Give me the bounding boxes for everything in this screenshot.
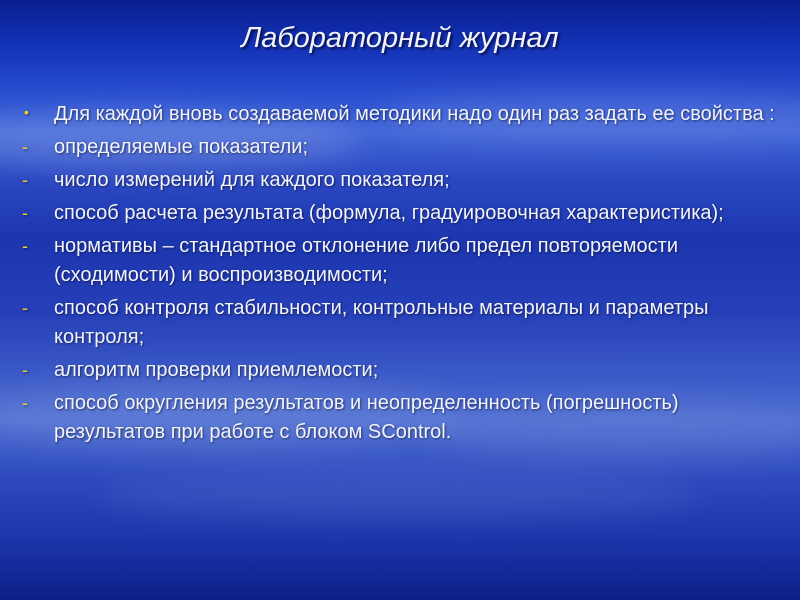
cloud-streak [100,470,700,520]
slide-title: Лабораторный журнал [241,22,559,54]
list-item [22,356,782,385]
list-item-text: способ расчета результата (формула, градуировочная характеристика); [54,202,724,224]
list-item [22,166,782,195]
list-item [22,100,782,129]
list-item-text: способ контроля стабильности, контрольные материалы и параметры контроля; [54,297,709,348]
list-item-text: алгоритм проверки приемлемости; [54,359,379,381]
bullet-marker: • [24,104,29,120]
dash-marker: - [22,203,28,223]
list-item [22,199,782,228]
dash-marker: - [22,298,28,318]
list-item [22,294,782,352]
list-item [22,133,782,162]
list-item-text: нормативы – стандартное отклонение либо предел повторяемости (сходимости) и воспроизводимости; [54,235,679,286]
dash-marker: - [22,236,28,256]
list-item [22,232,782,290]
list-item [22,389,782,447]
list-item-text: Для каждой вновь создаваемой методики надо один раз задать ее свойства : [54,103,775,125]
dash-marker: - [22,170,28,190]
list-item-text: определяемые показатели; [54,136,309,158]
list-item-text: способ округления результатов и неопределенность (погрешность) результатов при работе с блоком SControl. [54,392,679,443]
bullet-list [22,100,782,451]
dash-marker: - [22,360,28,380]
list-item-text: число измерений для каждого показателя; [54,169,450,191]
dash-marker: - [22,393,28,413]
dash-marker: - [22,137,28,157]
